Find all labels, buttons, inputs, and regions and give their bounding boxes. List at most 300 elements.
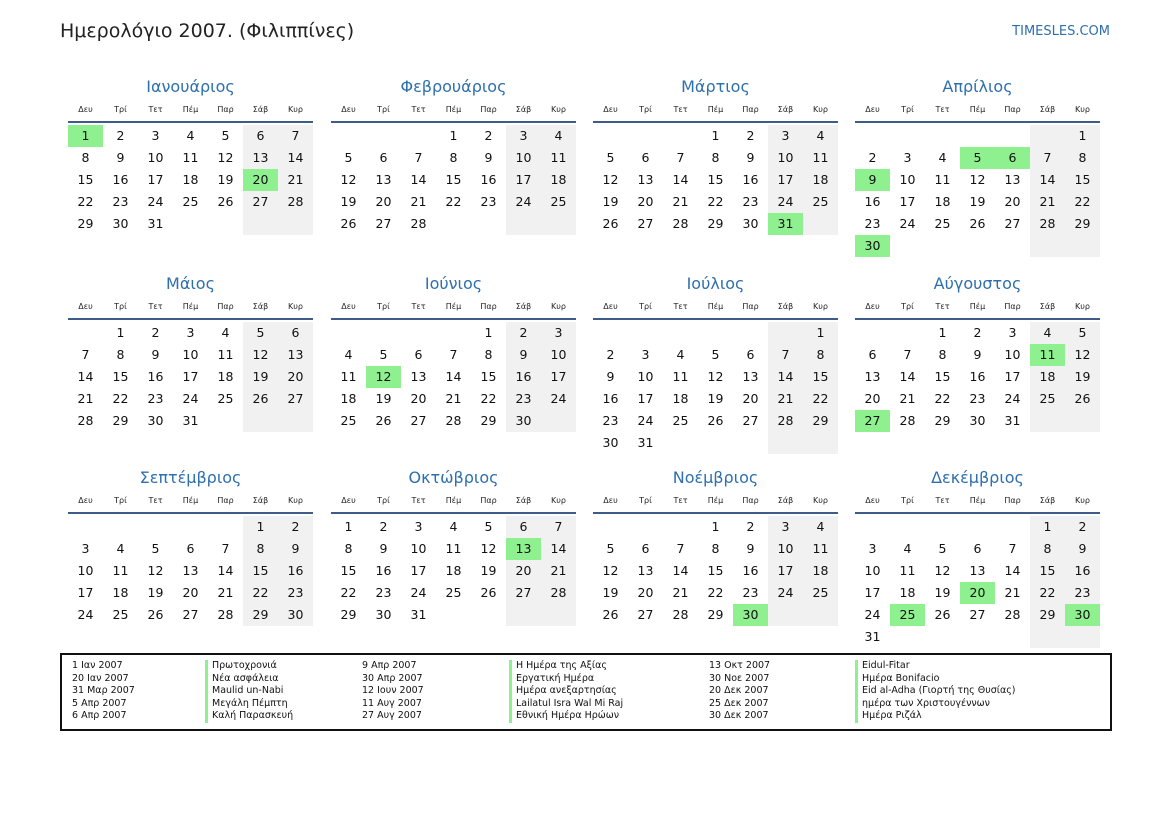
- day-cell: 7: [1030, 147, 1065, 169]
- weekday-label: Σάβ: [1039, 496, 1056, 505]
- day-cell: 31: [637, 435, 654, 450]
- day-cell: 27: [278, 388, 313, 410]
- day-cell: 21: [672, 585, 689, 600]
- day-grid: [68, 322, 313, 432]
- weekday-label: Σάβ: [252, 302, 269, 311]
- day-cell: 25: [217, 391, 234, 406]
- day-cell: 13: [278, 344, 313, 366]
- day-cell: 2: [746, 128, 755, 143]
- empty-day-cell: [278, 410, 313, 432]
- day-cell: 1: [711, 128, 720, 143]
- weekday-label: Πέμ: [445, 105, 462, 114]
- site-link[interactable]: TIMESLES.COM: [1012, 24, 1110, 39]
- day-cell: 6: [868, 347, 877, 362]
- day-cell: 11: [672, 369, 689, 384]
- empty-day-cell: [663, 322, 698, 344]
- day-cell: 19: [602, 585, 619, 600]
- day-cell: 18: [672, 391, 689, 406]
- day-cell: 10: [506, 147, 541, 169]
- legend-holiday-name: Η Ημέρα της Αξίας: [509, 660, 623, 673]
- day-cell: 4: [903, 541, 912, 556]
- month-name: Ιούνιος: [424, 274, 483, 293]
- day-grid: [593, 516, 838, 626]
- empty-day-cell: [1030, 125, 1065, 147]
- day-cell: 31: [147, 216, 164, 231]
- day-cell: 3: [541, 322, 576, 344]
- day-cell: 28: [541, 582, 576, 604]
- month-block: [855, 72, 1100, 257]
- weekday-label: Παρ: [1004, 302, 1021, 311]
- day-cell: 15: [445, 172, 462, 187]
- weekday-label: Σάβ: [1039, 105, 1056, 114]
- empty-day-cell: [663, 432, 698, 454]
- empty-day-cell: [890, 125, 925, 147]
- day-cell: 10: [899, 172, 916, 187]
- weekday-label: Δευ: [78, 496, 93, 505]
- day-cell: 16: [147, 369, 164, 384]
- day-cell: 14: [445, 369, 462, 384]
- day-cell: 4: [221, 325, 230, 340]
- day-cell: 1: [1030, 516, 1065, 538]
- day-cell: 4: [676, 347, 685, 362]
- day-cell: 15: [480, 369, 497, 384]
- day-cell: 3: [768, 125, 803, 147]
- weekday-label: Τετ: [411, 302, 426, 311]
- legend-holiday-name: Νέα ασφάλεια: [205, 673, 293, 686]
- day-cell: 2: [506, 322, 541, 344]
- day-cell: 13: [864, 369, 881, 384]
- day-cell: 12: [602, 172, 619, 187]
- weekday-label: Τρί: [377, 105, 390, 114]
- day-cell: 21: [278, 169, 313, 191]
- empty-day-cell: [593, 322, 628, 344]
- legend-date: 30 Απρ 2007: [362, 672, 423, 684]
- day-cell: 26: [969, 216, 986, 231]
- empty-day-cell: [401, 125, 436, 147]
- legend-date: 30 Νοε 2007: [709, 672, 770, 684]
- day-cell: 19: [147, 585, 164, 600]
- day-cell: 13: [410, 369, 427, 384]
- empty-day-cell: [471, 604, 506, 626]
- holiday-day-cell: 25: [890, 604, 925, 626]
- holiday-day-cell: 30: [1065, 604, 1100, 626]
- day-cell: 24: [864, 607, 881, 622]
- weekday-label: Παρ: [1004, 496, 1021, 505]
- legend-name-column: [509, 660, 623, 723]
- day-cell: 18: [803, 560, 838, 582]
- weekday-label: Τετ: [148, 105, 163, 114]
- holiday-day-cell: 5: [960, 147, 995, 169]
- day-cell: 20: [864, 391, 881, 406]
- day-cell: 8: [344, 541, 353, 556]
- weekday-label: Τετ: [935, 302, 950, 311]
- month-block: [68, 269, 313, 432]
- day-cell: 4: [116, 541, 125, 556]
- empty-day-cell: [173, 516, 208, 538]
- day-cell: 29: [480, 413, 497, 428]
- day-cell: 28: [410, 216, 427, 231]
- month-block: [855, 463, 1100, 648]
- legend-date: 13 Οκτ 2007: [709, 660, 771, 671]
- day-cell: 20: [1004, 194, 1021, 209]
- day-cell: 3: [151, 128, 160, 143]
- day-cell: 27: [1004, 216, 1021, 231]
- day-cell: 15: [112, 369, 129, 384]
- day-cell: 26: [602, 216, 619, 231]
- day-cell: 3: [768, 516, 803, 538]
- legend-date: 20 Δεκ 2007: [709, 685, 769, 697]
- legend-holiday-name: Ημέρα ανεξαρτησίας: [509, 685, 623, 698]
- day-cell: 27: [742, 413, 759, 428]
- day-cell: 4: [541, 125, 576, 147]
- weekday-label: Σάβ: [515, 302, 532, 311]
- empty-day-cell: [68, 322, 103, 344]
- empty-day-cell: [663, 125, 698, 147]
- day-cell: 8: [803, 344, 838, 366]
- day-cell: 4: [1030, 322, 1065, 344]
- day-cell: 13: [243, 147, 278, 169]
- legend-holiday-name: Eid al-Adha (Γιορτή της Θυσίας): [855, 685, 1016, 698]
- day-cell: 7: [449, 347, 458, 362]
- day-cell: 7: [414, 150, 423, 165]
- day-cell: 22: [707, 585, 724, 600]
- legend-date: 1 Ιαν 2007: [72, 660, 123, 671]
- day-cell: 6: [746, 347, 755, 362]
- weekday-label: Τετ: [411, 105, 426, 114]
- day-grid: [331, 125, 576, 235]
- day-cell: 1: [116, 325, 125, 340]
- day-cell: 7: [541, 516, 576, 538]
- empty-day-cell: [855, 125, 890, 147]
- day-cell: 1: [449, 128, 458, 143]
- weekday-label: Τετ: [148, 496, 163, 505]
- day-cell: 31: [410, 607, 427, 622]
- weekday-label: Πέμ: [969, 496, 986, 505]
- weekday-label: Δευ: [865, 105, 880, 114]
- day-cell: 29: [803, 410, 838, 432]
- day-cell: 25: [1030, 388, 1065, 410]
- day-cell: 14: [541, 538, 576, 560]
- day-cell: 27: [243, 191, 278, 213]
- day-cell: 14: [1004, 563, 1021, 578]
- empty-day-cell: [68, 516, 103, 538]
- weekday-label: Παρ: [480, 302, 497, 311]
- day-cell: 20: [742, 391, 759, 406]
- day-cell: 22: [77, 194, 94, 209]
- legend-holiday-name: ημέρα των Χριστουγέννων: [855, 698, 1016, 711]
- weekday-label: Κυρ: [288, 302, 303, 311]
- day-cell: 6: [278, 322, 313, 344]
- day-cell: 24: [768, 191, 803, 213]
- empty-day-cell: [506, 604, 541, 626]
- day-cell: 7: [81, 347, 90, 362]
- weekday-label: Σάβ: [777, 496, 794, 505]
- day-cell: 28: [445, 413, 462, 428]
- day-cell: 19: [969, 194, 986, 209]
- legend-date: 5 Απρ 2007: [72, 697, 127, 709]
- day-cell: 5: [938, 541, 947, 556]
- day-cell: 6: [641, 541, 650, 556]
- day-cell: 24: [768, 582, 803, 604]
- weekday-label: Δευ: [865, 496, 880, 505]
- empty-day-cell: [278, 213, 313, 235]
- day-cell: 23: [147, 391, 164, 406]
- legend-holiday-name: Εθνική Ημέρα Ηρώων: [509, 710, 623, 723]
- day-cell: 2: [116, 128, 125, 143]
- legend-holiday-name: Maulid un-Nabi: [205, 685, 293, 698]
- day-cell: 2: [746, 519, 755, 534]
- empty-day-cell: [768, 604, 803, 626]
- empty-day-cell: [331, 322, 366, 344]
- day-cell: 2: [484, 128, 493, 143]
- weekday-label: Πέμ: [707, 302, 724, 311]
- day-cell: 26: [243, 388, 278, 410]
- day-cell: 22: [707, 194, 724, 209]
- day-cell: 27: [969, 607, 986, 622]
- day-cell: 28: [899, 413, 916, 428]
- day-cell: 18: [1030, 366, 1065, 388]
- day-cell: 3: [506, 125, 541, 147]
- weekday-header: [68, 296, 313, 320]
- legend-holiday-name: Καλή Παρασκευή: [205, 710, 293, 723]
- month-name: Απρίλιος: [942, 77, 1013, 96]
- day-cell: 14: [278, 147, 313, 169]
- day-cell: 15: [340, 563, 357, 578]
- weekday-label: Κυρ: [1075, 302, 1090, 311]
- day-cell: 13: [182, 563, 199, 578]
- weekday-label: Δευ: [341, 302, 356, 311]
- legend-date: 30 Δεκ 2007: [709, 710, 769, 722]
- day-cell: 29: [340, 607, 357, 622]
- day-cell: 3: [414, 519, 423, 534]
- day-cell: 19: [217, 172, 234, 187]
- month-name: Δεκέμβριος: [931, 468, 1024, 487]
- day-cell: 5: [484, 519, 493, 534]
- holiday-day-cell: 30: [733, 604, 768, 626]
- month-block: [331, 72, 576, 235]
- day-grid: [331, 322, 576, 432]
- weekday-label: Κυρ: [551, 105, 566, 114]
- day-cell: 13: [637, 563, 654, 578]
- empty-day-cell: [803, 213, 838, 235]
- legend-date: 25 Δεκ 2007: [709, 697, 769, 709]
- day-cell: 8: [243, 538, 278, 560]
- empty-day-cell: [925, 626, 960, 648]
- day-cell: 2: [973, 325, 982, 340]
- weekday-label: Δευ: [865, 302, 880, 311]
- weekday-label: Κυρ: [813, 496, 828, 505]
- day-cell: 14: [672, 563, 689, 578]
- weekday-label: Πέμ: [445, 302, 462, 311]
- day-cell: 10: [768, 147, 803, 169]
- weekday-label: Παρ: [1004, 105, 1021, 114]
- day-cell: 12: [480, 541, 497, 556]
- day-cell: 29: [707, 216, 724, 231]
- weekday-label: Τετ: [673, 302, 688, 311]
- day-cell: 14: [672, 172, 689, 187]
- empty-day-cell: [1030, 626, 1065, 648]
- weekday-label: Σάβ: [515, 105, 532, 114]
- day-cell: 9: [746, 150, 755, 165]
- day-cell: 18: [899, 585, 916, 600]
- day-cell: 30: [147, 413, 164, 428]
- day-cell: 15: [1065, 169, 1100, 191]
- day-grid: [593, 125, 838, 235]
- empty-day-cell: [208, 410, 243, 432]
- weekday-label: Δευ: [603, 105, 618, 114]
- day-cell: 17: [147, 172, 164, 187]
- day-cell: 29: [707, 607, 724, 622]
- day-cell: 7: [903, 347, 912, 362]
- day-cell: 14: [899, 369, 916, 384]
- empty-day-cell: [733, 432, 768, 454]
- day-cell: 20: [637, 585, 654, 600]
- empty-day-cell: [960, 626, 995, 648]
- day-cell: 10: [637, 369, 654, 384]
- day-cell: 21: [1004, 585, 1021, 600]
- day-cell: 24: [147, 194, 164, 209]
- weekday-label: Κυρ: [813, 302, 828, 311]
- weekday-label: Πέμ: [707, 496, 724, 505]
- day-cell: 19: [480, 563, 497, 578]
- day-cell: 2: [379, 519, 388, 534]
- day-cell: 9: [116, 150, 125, 165]
- empty-day-cell: [995, 125, 1030, 147]
- day-cell: 1: [711, 519, 720, 534]
- day-cell: 9: [746, 541, 755, 556]
- day-cell: 3: [1008, 325, 1017, 340]
- day-cell: 18: [217, 369, 234, 384]
- day-cell: 22: [480, 391, 497, 406]
- day-cell: 17: [506, 169, 541, 191]
- day-cell: 9: [506, 344, 541, 366]
- day-cell: 28: [672, 607, 689, 622]
- weekday-label: Πέμ: [182, 105, 199, 114]
- weekday-header: [68, 99, 313, 123]
- weekday-label: Δευ: [78, 105, 93, 114]
- empty-day-cell: [173, 213, 208, 235]
- legend-date: 6 Απρ 2007: [72, 710, 127, 722]
- empty-day-cell: [890, 235, 925, 257]
- day-grid: [855, 322, 1100, 432]
- empty-day-cell: [436, 604, 471, 626]
- day-cell: 19: [602, 194, 619, 209]
- day-cell: 8: [711, 541, 720, 556]
- day-cell: 4: [803, 125, 838, 147]
- day-cell: 1: [243, 516, 278, 538]
- day-cell: 5: [711, 347, 720, 362]
- weekday-label: Παρ: [742, 105, 759, 114]
- day-cell: 3: [81, 541, 90, 556]
- empty-day-cell: [855, 322, 890, 344]
- day-cell: 12: [1065, 344, 1100, 366]
- month-block: [331, 269, 576, 432]
- holiday-day-cell: 13: [506, 538, 541, 560]
- day-cell: 6: [506, 516, 541, 538]
- day-grid: [593, 322, 838, 454]
- day-cell: 15: [707, 563, 724, 578]
- month-block: [593, 463, 838, 626]
- day-cell: 16: [969, 369, 986, 384]
- weekday-label: Δευ: [341, 105, 356, 114]
- day-cell: 17: [768, 560, 803, 582]
- day-cell: 16: [278, 560, 313, 582]
- day-cell: 27: [182, 607, 199, 622]
- weekday-label: Παρ: [217, 496, 234, 505]
- day-cell: 29: [243, 604, 278, 626]
- day-cell: 17: [182, 369, 199, 384]
- weekday-header: [593, 490, 838, 514]
- day-cell: 27: [375, 216, 392, 231]
- empty-day-cell: [138, 516, 173, 538]
- month-name: Φεβρουάριος: [400, 77, 507, 96]
- weekday-label: Τετ: [148, 302, 163, 311]
- day-cell: 7: [278, 125, 313, 147]
- holiday-day-cell: 11: [1030, 344, 1065, 366]
- day-cell: 6: [414, 347, 423, 362]
- day-cell: 31: [182, 413, 199, 428]
- day-cell: 26: [602, 607, 619, 622]
- day-cell: 26: [480, 585, 497, 600]
- day-cell: 15: [934, 369, 951, 384]
- day-cell: 5: [606, 150, 615, 165]
- day-cell: 4: [803, 516, 838, 538]
- day-cell: 8: [449, 150, 458, 165]
- day-cell: 26: [934, 607, 951, 622]
- day-cell: 13: [969, 563, 986, 578]
- empty-day-cell: [890, 626, 925, 648]
- day-cell: 21: [541, 560, 576, 582]
- day-cell: 29: [77, 216, 94, 231]
- empty-day-cell: [768, 432, 803, 454]
- weekday-label: Παρ: [742, 496, 759, 505]
- day-cell: 30: [112, 216, 129, 231]
- day-cell: 9: [606, 369, 615, 384]
- legend-date: 20 Ιαν 2007: [72, 672, 129, 684]
- day-cell: 24: [541, 388, 576, 410]
- day-cell: 14: [77, 369, 94, 384]
- day-cell: 23: [969, 391, 986, 406]
- day-cell: 22: [1065, 191, 1100, 213]
- day-cell: 30: [506, 410, 541, 432]
- day-cell: 17: [1004, 369, 1021, 384]
- day-cell: 29: [1030, 604, 1065, 626]
- weekday-label: Τετ: [935, 105, 950, 114]
- empty-day-cell: [331, 125, 366, 147]
- empty-day-cell: [593, 516, 628, 538]
- month-block: [593, 269, 838, 454]
- day-cell: 5: [243, 322, 278, 344]
- legend-date: 27 Αυγ 2007: [362, 710, 422, 722]
- day-cell: 24: [637, 413, 654, 428]
- day-cell: 16: [506, 366, 541, 388]
- day-cell: 21: [672, 194, 689, 209]
- day-cell: 22: [340, 585, 357, 600]
- day-cell: 23: [375, 585, 392, 600]
- empty-day-cell: [243, 213, 278, 235]
- day-cell: 21: [217, 585, 234, 600]
- weekday-label: Δευ: [78, 302, 93, 311]
- empty-day-cell: [628, 516, 663, 538]
- holiday-day-cell: 12: [366, 366, 401, 388]
- day-cell: 15: [77, 172, 94, 187]
- empty-day-cell: [541, 604, 576, 626]
- day-cell: 22: [112, 391, 129, 406]
- empty-day-cell: [471, 213, 506, 235]
- day-cell: 3: [186, 325, 195, 340]
- day-cell: 2: [1065, 516, 1100, 538]
- month-block: [593, 72, 838, 235]
